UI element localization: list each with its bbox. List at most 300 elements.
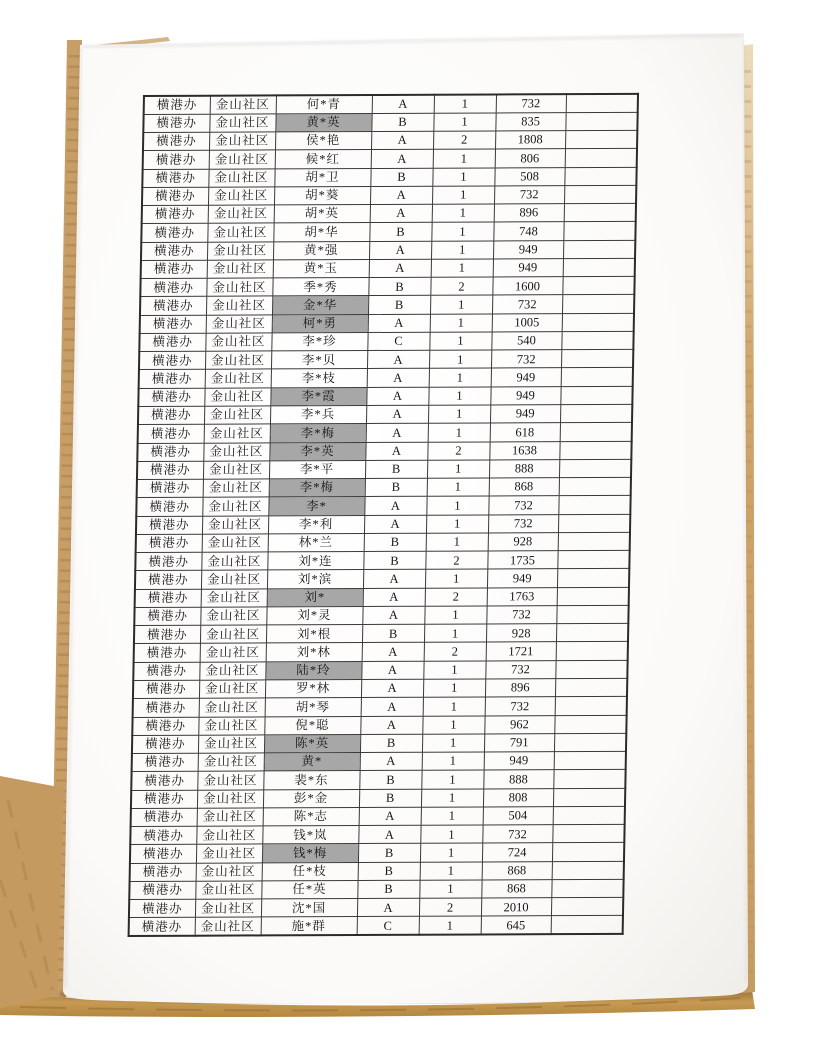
cell-name: 任*枝: [262, 862, 358, 881]
table-row: [143, 112, 637, 132]
table-row: [134, 605, 628, 625]
cell-grade: A: [359, 807, 421, 826]
cell-note: [554, 715, 626, 734]
cell-amount: 928: [486, 624, 556, 643]
cell-grade: A: [361, 697, 423, 716]
cell-name: 陈*英: [264, 734, 360, 753]
cell-office: 横港办: [139, 370, 205, 389]
cell-note: [562, 295, 634, 314]
cell-grade: C: [357, 917, 419, 936]
cell-note: [556, 624, 628, 643]
cell-grade: A: [358, 825, 420, 844]
cell-name: 罗*林: [265, 679, 361, 698]
cell-community: 金山社区: [207, 223, 273, 242]
cell-name: 李*珍: [271, 332, 367, 351]
table-row: [143, 149, 637, 169]
cell-grade: A: [364, 515, 426, 534]
cell-community: 金山社区: [200, 607, 266, 626]
cell-amount: 928: [488, 533, 558, 552]
cell-amount: 724: [482, 843, 552, 862]
cell-amount: 896: [485, 679, 555, 698]
cell-office: 横港办: [134, 644, 200, 663]
cell-note: [559, 477, 631, 496]
cell-grade: A: [366, 405, 428, 424]
cell-count: 1: [427, 478, 489, 497]
table-row: [132, 715, 626, 735]
cell-name: 倪*聪: [264, 716, 360, 735]
cell-name: 刘*林: [266, 643, 362, 662]
cell-note: [558, 514, 630, 533]
cell-community: 金山社区: [197, 808, 263, 827]
cell-note: [563, 240, 635, 259]
cell-count: 1: [424, 606, 486, 625]
table-row: [141, 222, 635, 242]
cell-office: 横港办: [142, 169, 208, 188]
cell-count: 1: [434, 94, 496, 113]
cell-note: [557, 587, 629, 606]
cell-count: 1: [429, 350, 491, 369]
cell-note: [563, 258, 635, 277]
cell-office: 横港办: [134, 625, 200, 644]
cell-count: 2: [433, 131, 495, 150]
cell-name: 刘*连: [267, 552, 363, 571]
cell-amount: 949: [493, 240, 563, 259]
cell-note: [552, 843, 624, 862]
cell-note: [562, 313, 634, 332]
cell-grade: B: [368, 277, 430, 296]
cell-name: 林*兰: [268, 533, 364, 552]
cell-name: 胡*卫: [274, 168, 370, 187]
cell-office: 横港办: [133, 662, 199, 681]
cell-note: [551, 898, 623, 917]
cell-office: 横港办: [140, 278, 206, 297]
cell-grade: A: [367, 350, 429, 369]
cell-count: 1: [421, 807, 483, 826]
cell-count: 1: [419, 916, 481, 935]
cell-note: [561, 368, 633, 387]
cell-grade: A: [368, 314, 430, 333]
cell-community: 金山社区: [201, 552, 267, 571]
cell-office: 横港办: [129, 918, 195, 937]
cell-count: 1: [421, 770, 483, 789]
cell-office: 横港办: [144, 96, 210, 115]
cell-name: 侯*艳: [275, 132, 371, 151]
cell-amount: 868: [482, 861, 552, 880]
cell-office: 横港办: [132, 717, 198, 736]
table-row: [141, 258, 635, 278]
cell-office: 横港办: [137, 479, 203, 498]
cell-office: 横港办: [135, 552, 201, 571]
cell-community: 金山社区: [203, 442, 269, 461]
cell-amount: 896: [494, 204, 564, 223]
cell-amount: 732: [492, 295, 562, 314]
cell-community: 金山社区: [197, 790, 263, 809]
cell-amount: 508: [494, 167, 564, 186]
table-row: [129, 879, 623, 899]
cell-note: [553, 770, 625, 789]
cell-count: 1: [433, 113, 495, 132]
cell-community: 金山社区: [195, 917, 261, 936]
table-row: [138, 423, 632, 443]
cell-count: 1: [426, 533, 488, 552]
cell-note: [560, 404, 632, 423]
cell-office: 横港办: [142, 187, 208, 206]
cell-note: [553, 806, 625, 825]
cell-amount: 1005: [492, 313, 562, 332]
cell-name: 柯*勇: [272, 314, 368, 333]
cell-amount: 540: [491, 332, 561, 351]
table-row: [144, 94, 638, 114]
cell-amount: 618: [490, 423, 560, 442]
cell-note: [553, 788, 625, 807]
table-row: [137, 441, 631, 461]
cell-community: 金山社区: [209, 150, 275, 169]
cell-amount: 791: [484, 733, 554, 752]
cell-office: 横港办: [131, 808, 197, 827]
cell-note: [562, 276, 634, 295]
cell-office: 横港办: [140, 297, 206, 316]
cell-office: 横港办: [143, 114, 209, 133]
cell-office: 横港办: [143, 151, 209, 170]
table-row: [135, 550, 629, 570]
cell-count: 2: [424, 642, 486, 661]
cell-grade: A: [357, 898, 419, 917]
cell-note: [555, 660, 627, 679]
table-row: [138, 386, 632, 406]
cell-grade: B: [364, 533, 426, 552]
cell-amount: 732: [488, 496, 558, 515]
cell-name: 李*贝: [271, 351, 367, 370]
cell-name: 胡*英: [274, 205, 370, 224]
cell-count: 1: [429, 368, 491, 387]
cell-grade: B: [370, 168, 432, 187]
cell-office: 横港办: [141, 260, 207, 279]
cell-office: 横港办: [141, 224, 207, 243]
table-row: [132, 751, 626, 771]
cell-note: [560, 423, 632, 442]
cell-grade: A: [371, 150, 433, 169]
cell-grade: A: [362, 643, 424, 662]
cell-count: 1: [422, 734, 484, 753]
cell-community: 金山社区: [204, 424, 270, 443]
cell-note: [555, 678, 627, 697]
cell-community: 金山社区: [208, 187, 274, 206]
cell-office: 横港办: [130, 863, 196, 882]
cell-community: 金山社区: [197, 771, 263, 790]
cell-name: 黄*: [264, 753, 360, 772]
cell-amount: 962: [484, 715, 554, 734]
cell-count: 1: [430, 295, 492, 314]
cell-amount: 504: [483, 807, 553, 826]
cell-grade: B: [365, 478, 427, 497]
cell-amount: 748: [493, 222, 563, 241]
table-row: [133, 660, 627, 680]
cell-grade: B: [359, 789, 421, 808]
cell-note: [558, 496, 630, 515]
cell-grade: A: [370, 204, 432, 223]
cell-count: 1: [420, 825, 482, 844]
cell-amount: 949: [490, 386, 560, 405]
cell-note: [557, 550, 629, 569]
cell-grade: B: [363, 551, 425, 570]
cell-name: 金*华: [272, 296, 368, 315]
cell-community: 金山社区: [205, 333, 271, 352]
cell-grade: A: [370, 186, 432, 205]
cell-count: 1: [432, 186, 494, 205]
cell-amount: 732: [491, 350, 561, 369]
cell-grade: A: [362, 606, 424, 625]
cell-count: 1: [426, 496, 488, 515]
table-row: [140, 313, 634, 333]
cell-amount: 2010: [481, 898, 551, 917]
cell-note: [565, 149, 637, 168]
cell-note: [565, 112, 637, 131]
cell-grade: B: [362, 624, 424, 643]
table-row: [130, 861, 624, 881]
cell-name: 李*: [268, 497, 364, 516]
table-row: [142, 167, 636, 187]
cell-grade: B: [358, 862, 420, 881]
cell-office: 横港办: [130, 845, 196, 864]
cell-grade: A: [361, 679, 423, 698]
table-row: [130, 824, 624, 844]
table-row: [139, 331, 633, 351]
cell-grade: B: [368, 296, 430, 315]
cell-note: [561, 331, 633, 350]
cell-grade: A: [365, 442, 427, 461]
cell-amount: 732: [486, 606, 556, 625]
cell-name: 沈*国: [261, 899, 357, 918]
cell-community: 金山社区: [198, 753, 264, 772]
cell-community: 金山社区: [199, 698, 265, 717]
cell-amount: 835: [495, 112, 565, 131]
table-row: [143, 130, 637, 150]
cell-office: 横港办: [143, 132, 209, 151]
cell-office: 横港办: [142, 205, 208, 224]
cell-office: 横港办: [141, 242, 207, 261]
table-row: [141, 240, 635, 260]
cell-grade: B: [365, 460, 427, 479]
cell-count: 1: [426, 515, 488, 534]
cell-community: 金山社区: [206, 315, 272, 334]
cell-count: 1: [421, 789, 483, 808]
cell-note: [556, 605, 628, 624]
cell-name: 李*英: [269, 442, 365, 461]
table-row: [129, 916, 623, 936]
table-row: [136, 496, 630, 516]
cell-office: 横港办: [134, 607, 200, 626]
cell-amount: 1600: [492, 277, 562, 296]
cell-amount: 732: [496, 94, 566, 113]
table-row: [133, 697, 627, 717]
cell-amount: 1808: [495, 131, 565, 150]
cell-name: 裴*东: [263, 771, 359, 790]
cell-community: 金山社区: [196, 826, 262, 845]
cell-name: 李*兵: [270, 406, 366, 425]
cell-office: 横港办: [139, 351, 205, 370]
cell-grade: B: [358, 844, 420, 863]
cell-grade: A: [363, 588, 425, 607]
table-row: [131, 788, 625, 808]
cell-amount: 732: [482, 825, 552, 844]
table-row: [136, 532, 630, 552]
cell-count: 1: [420, 862, 482, 881]
cell-note: [555, 697, 627, 716]
cell-community: 金山社区: [200, 643, 266, 662]
table-region: [128, 93, 641, 937]
cell-grade: A: [366, 424, 428, 443]
cell-count: 1: [428, 423, 490, 442]
cell-community: 金山社区: [202, 534, 268, 553]
cell-office: 横港办: [130, 826, 196, 845]
cell-name: 候*红: [275, 150, 371, 169]
cell-name: 何*青: [276, 95, 372, 114]
cell-name: 李*梅: [269, 479, 365, 498]
cell-name: 钱*岚: [262, 826, 358, 845]
cell-note: [552, 861, 624, 880]
cell-note: [566, 94, 638, 113]
cell-name: 李*霞: [270, 387, 366, 406]
cell-grade: A: [361, 661, 423, 680]
cell-note: [557, 569, 629, 588]
cell-community: 金山社区: [198, 735, 264, 754]
cell-count: 1: [419, 880, 481, 899]
cell-name: 施*群: [261, 917, 357, 936]
cell-name: 黄*强: [273, 241, 369, 260]
cell-community: 金山社区: [209, 114, 275, 133]
cell-amount: 1763: [487, 587, 557, 606]
cell-grade: A: [360, 716, 422, 735]
cell-count: 1: [428, 387, 490, 406]
cell-office: 横港办: [140, 315, 206, 334]
cell-name: 陆*玲: [265, 661, 361, 680]
table-row: [130, 843, 624, 863]
cell-office: 横港办: [132, 753, 198, 772]
cell-name: 黄*英: [275, 113, 371, 132]
cell-office: 横港办: [133, 698, 199, 717]
cell-community: 金山社区: [202, 497, 268, 516]
cell-amount: 949: [491, 368, 561, 387]
table-row: [136, 514, 630, 534]
cell-office: 横港办: [137, 461, 203, 480]
cell-name: 胡*华: [273, 223, 369, 242]
cell-amount: 868: [481, 880, 551, 899]
table-row: [135, 587, 629, 607]
cell-note: [561, 350, 633, 369]
table-row: [134, 624, 628, 644]
table-row: [138, 404, 632, 424]
cell-community: 金山社区: [195, 899, 261, 918]
cell-amount: 949: [493, 259, 563, 278]
cell-amount: 806: [495, 149, 565, 168]
table-row: [139, 350, 633, 370]
cell-community: 金山社区: [209, 132, 275, 151]
cell-name: 胡*葵: [274, 186, 370, 205]
cell-community: 金山社区: [196, 863, 262, 882]
cell-community: 金山社区: [198, 716, 264, 735]
table-row: [139, 368, 633, 388]
cell-count: 1: [432, 204, 494, 223]
cell-note: [559, 459, 631, 478]
cell-amount: 888: [489, 459, 559, 478]
cell-name: 彭*金: [263, 789, 359, 808]
cell-note: [564, 185, 636, 204]
table-row: [142, 203, 636, 223]
cell-grade: A: [369, 259, 431, 278]
cell-office: 横港办: [135, 589, 201, 608]
cell-grade: A: [360, 752, 422, 771]
cell-community: 金山社区: [206, 296, 272, 315]
table-row: [132, 733, 626, 753]
cell-note: [564, 167, 636, 186]
cell-name: 刘*: [267, 588, 363, 607]
cell-name: 刘*灵: [266, 606, 362, 625]
cell-name: 刘*滨: [267, 570, 363, 589]
cell-office: 横港办: [138, 406, 204, 425]
cell-grade: A: [363, 570, 425, 589]
cell-count: 2: [425, 588, 487, 607]
cell-grade: A: [364, 497, 426, 516]
cell-office: 横港办: [136, 516, 202, 535]
cell-grade: B: [369, 223, 431, 242]
cell-count: 1: [423, 661, 485, 680]
cell-community: 金山社区: [195, 881, 261, 900]
cell-count: 1: [423, 697, 485, 716]
cell-amount: 949: [487, 569, 557, 588]
cell-community: 金山社区: [200, 625, 266, 644]
cell-note: [551, 916, 623, 935]
cell-grade: C: [367, 332, 429, 351]
cell-community: 金山社区: [204, 406, 270, 425]
table-row: [131, 806, 625, 826]
cell-amount: 949: [484, 752, 554, 771]
cell-note: [552, 824, 624, 843]
cell-name: 胡*琴: [265, 698, 361, 717]
cell-amount: 808: [483, 788, 553, 807]
cell-community: 金山社区: [205, 369, 271, 388]
cell-amount: 949: [490, 405, 560, 424]
cell-count: 1: [429, 332, 491, 351]
cell-count: 2: [427, 442, 489, 461]
cell-count: 1: [422, 715, 484, 734]
cell-office: 横港办: [139, 333, 205, 352]
cell-name: 钱*梅: [262, 844, 358, 863]
cell-amount: 888: [483, 770, 553, 789]
cell-count: 1: [430, 314, 492, 333]
cell-community: 金山社区: [202, 516, 268, 535]
cell-community: 金山社区: [203, 461, 269, 480]
cell-note: [563, 222, 635, 241]
cell-community: 金山社区: [208, 205, 274, 224]
cell-community: 金山社区: [210, 95, 276, 114]
cell-grade: A: [372, 95, 434, 114]
beneficiary-table: [128, 93, 639, 937]
cell-office: 横港办: [136, 534, 202, 553]
table-row: [135, 569, 629, 589]
table-row: [140, 295, 634, 315]
cell-name: 黄*玉: [273, 259, 369, 278]
cell-office: 横港办: [138, 424, 204, 443]
cell-office: 横港办: [133, 680, 199, 699]
cell-grade: A: [367, 369, 429, 388]
cell-community: 金山社区: [201, 589, 267, 608]
cell-amount: 732: [494, 185, 564, 204]
cell-office: 横港办: [135, 571, 201, 590]
cell-count: 1: [431, 222, 493, 241]
cell-count: 1: [427, 460, 489, 479]
cell-note: [560, 386, 632, 405]
cell-amount: 1638: [489, 441, 559, 460]
